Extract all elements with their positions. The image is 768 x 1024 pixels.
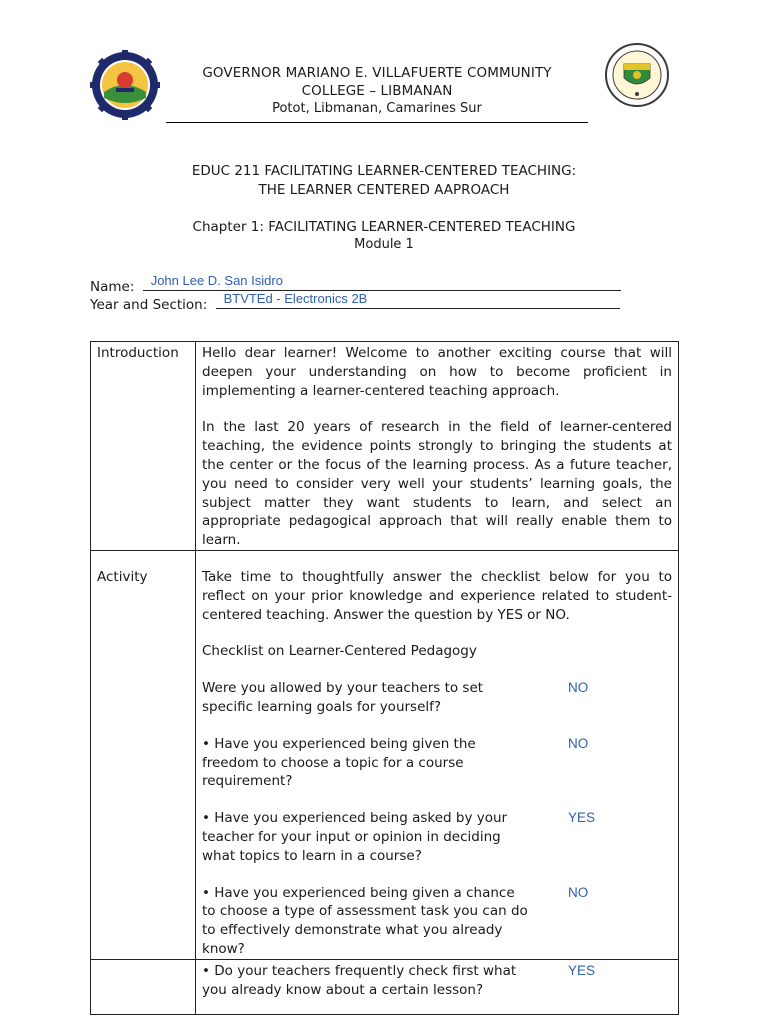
continued-row [91,959,679,1014]
course-title-line2: THE LEARNER CENTERED AAPROACH [258,182,510,198]
checklist-item [202,679,672,717]
activity-instructions: Take time to thoughtfully answer the checklist below for you to reflect on your prior knowledge and experience related to student-centered teaching. Answer the question by YES or NO. [202,568,672,623]
continued-label [91,959,196,1014]
chapter-heading [0,218,768,254]
checklist-question: • Have you experienced being given a chance to choose a type of assessment task you can do to effectively demonstrate what you already know? [202,884,528,957]
college-name-line1: GOVERNOR MARIANO E. VILLAFUERTE COMMUNITY [202,65,552,81]
activity-label: Activity [91,550,196,959]
checklist-answer[interactable]: NO [568,735,589,751]
college-seal-logo [90,50,160,120]
introduction-paragraph-2: In the last 20 years of research in the field of learner-centered teaching, the evidence points strongly to bringing the students at the center or the focus of the learning process. As a future teacher, you need to consider very well your students’ learning goals, the subject matter they want students to learn, and select an appropriate pedagogical approach that will really enable them to learn. [202,419,672,549]
year-section-value: BTVTEd - Electronics 2B [223,291,368,306]
checklist-item [202,962,672,1000]
checklist-question: • Do your teachers frequently check first what you already know about a certain lesson? [202,962,517,998]
module-label: Module 1 [354,237,414,252]
introduction-content [196,342,679,551]
course-title [0,162,768,200]
checklist-answer[interactable]: NO [568,680,589,696]
checklist-item [202,809,672,865]
checklist-question: • Have you experienced being given the freedom to choose a topic for a course requirement? [202,735,476,790]
year-section-line[interactable] [216,291,620,309]
name-label: Name: [90,279,135,295]
checklist-question: Were you allowed by your teachers to set specific learning goals for yourself? [202,680,484,715]
checklist-answer[interactable]: YES [568,962,596,978]
introduction-paragraph-1: Hello dear learner! Welcome to another exciting course that will deepen your understanding on how to become proficient in implementing a learner-centered teaching approach. [202,345,672,399]
course-title-line1: EDUC 211 FACILITATING LEARNER-CENTERED TEACHING: [191,163,577,179]
checklist-title: Checklist on Learner-Centered Pedagogy [202,643,477,660]
header-divider [166,122,588,123]
checklist-answer[interactable]: NO [568,884,589,900]
module-table [90,341,679,1015]
continued-content [196,959,679,1014]
college-address: Potot, Libmanan, Camarines Sur [272,101,482,116]
introduction-label: Introduction [91,342,196,551]
chapter-title: Chapter 1: FACILITATING LEARNER-CENTERED TEACHING [192,219,576,235]
year-section-label: Year and Section: [90,297,208,313]
activity-row [91,550,679,959]
checklist-question: • Have you experienced being asked by your teacher for your input or opinion in deciding what topics to learn in a course? [202,810,508,864]
introduction-row [91,342,679,551]
college-name-line2: COLLEGE – LIBMANAN [301,83,453,99]
activity-content [196,550,679,959]
name-line[interactable] [143,273,621,291]
year-section-field [90,291,620,314]
checklist-item [202,735,672,791]
checklist-answer[interactable]: YES [568,810,596,826]
checklist-item [202,884,672,959]
province-seal-logo [604,42,670,108]
document-header [166,64,588,118]
name-value: John Lee D. San Isidro [150,273,283,288]
